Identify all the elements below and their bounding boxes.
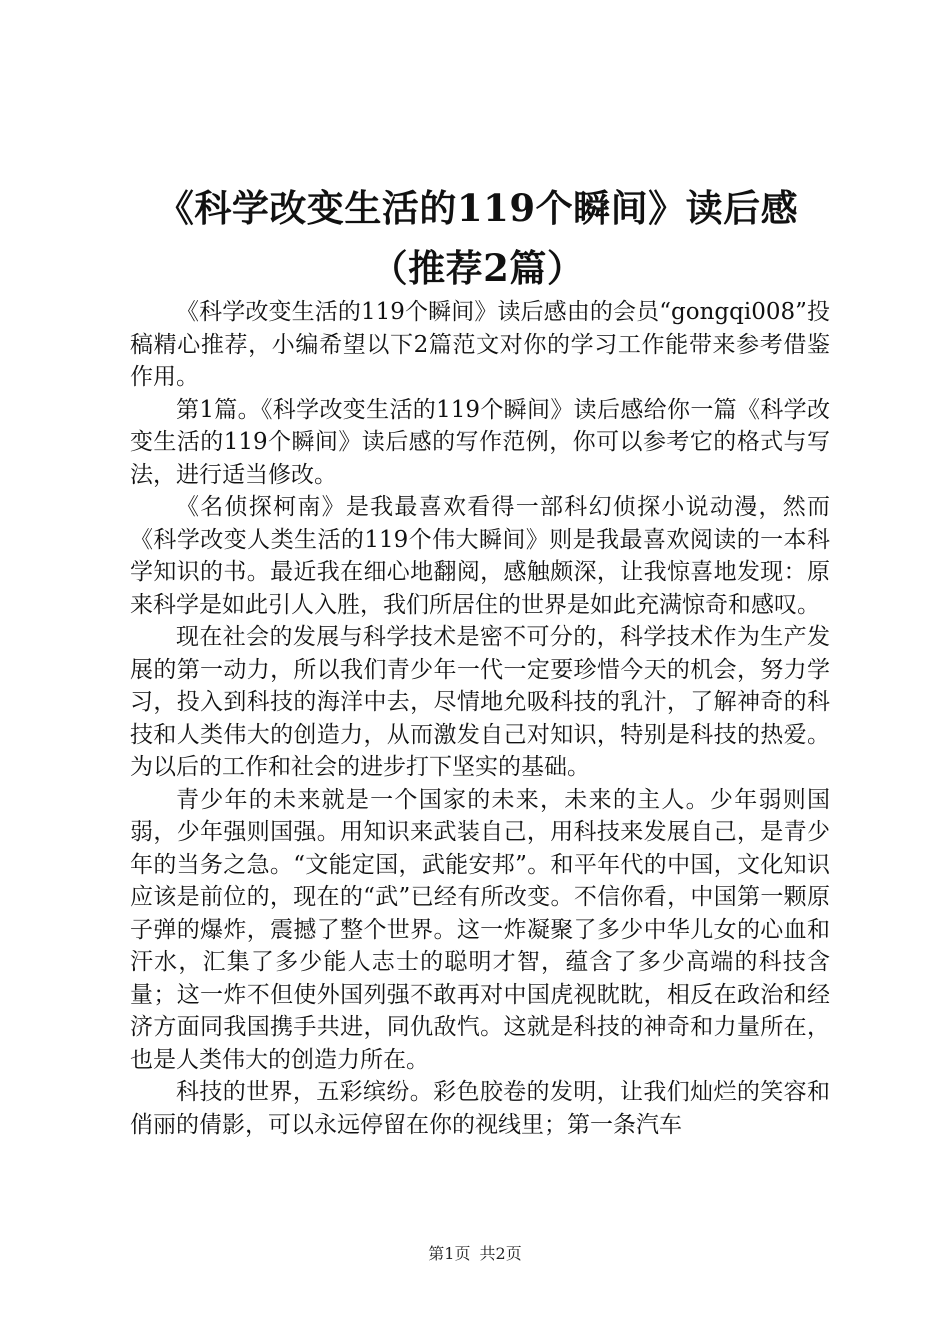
page-footer [0,1243,950,1265]
paragraph-article-1: 第1篇。《科学改变生活的119个瞬间》读后感给你一篇《科学改变生活的119个瞬间》读后感的写作范例，你可以参考它的格式与写法，进行适当修改。 [130,396,830,488]
page-total: 共2页 [479,1244,522,1263]
paragraph-youth: 青少年的未来就是一个国家的未来，未来的主人。少年弱则国弱，少年强则国强。用知识来武装自己，用科技来发展自己，是青少年的当务之急。“文能定国，武能安邦”。和平年代的中国，文化知识应该是前位的，现在的“武”已经有所改变。不信你看，中国第一颗原子弹的爆炸，震撼了整个世界。这一炸凝聚了多少中华儿女的心血和汗水，汇集了多少能人志士的聪明才智，蕴含了多少高端的科技含量；这一炸不但使外国列强不敢再对中国虎视眈眈，相反在政治和经济方面同我国携手共进，同仇敌忾。这就是科技的神奇和力量所在，也是人类伟大的创造力所在。 [130,786,830,1073]
paragraph-conan: 《名侦探柯南》是我最喜欢看得一部科幻侦探小说动漫，然而《科学改变人类生活的119个伟大瞬间》则是我最喜欢阅读的一本科学知识的书。最近我在细心地翻阅，感触颇深，让我惊喜地发现：原来科学是如此引人入胜，我们所居住的世界是如此充满惊奇和感叹。 [130,494,830,618]
document-title: 《科学改变生活的119个瞬间》读后感（推荐2篇） [156,186,799,290]
paragraph-world: 科技的世界，五彩缤纷。彩色胶卷的发明，让我们灿烂的笑容和俏丽的倩影，可以永远停留在你的视线里；第一条汽车 [130,1079,830,1138]
paragraph-intro: 《科学改变生活的119个瞬间》读后感由的会员“gongqi008”投稿精心推荐，小编希望以下2篇范文对你的学习工作能带来参考借鉴作用。 [130,299,830,390]
page-number: 第1页 [428,1244,471,1263]
paragraph-society: 现在社会的发展与科学技术是密不可分的，科学技术作为生产发展的第一动力，所以我们青少年一代一定要珍惜今天的机会，努力学习，投入到科技的海洋中去，尽情地允吸科技的乳汁，了解神奇的科技和人类伟大的创造力，从而激发自己对知识，特别是科技的热爱。为以后的工作和社会的进步打下坚实的基础。 [130,624,830,780]
document-body [130,296,830,1141]
